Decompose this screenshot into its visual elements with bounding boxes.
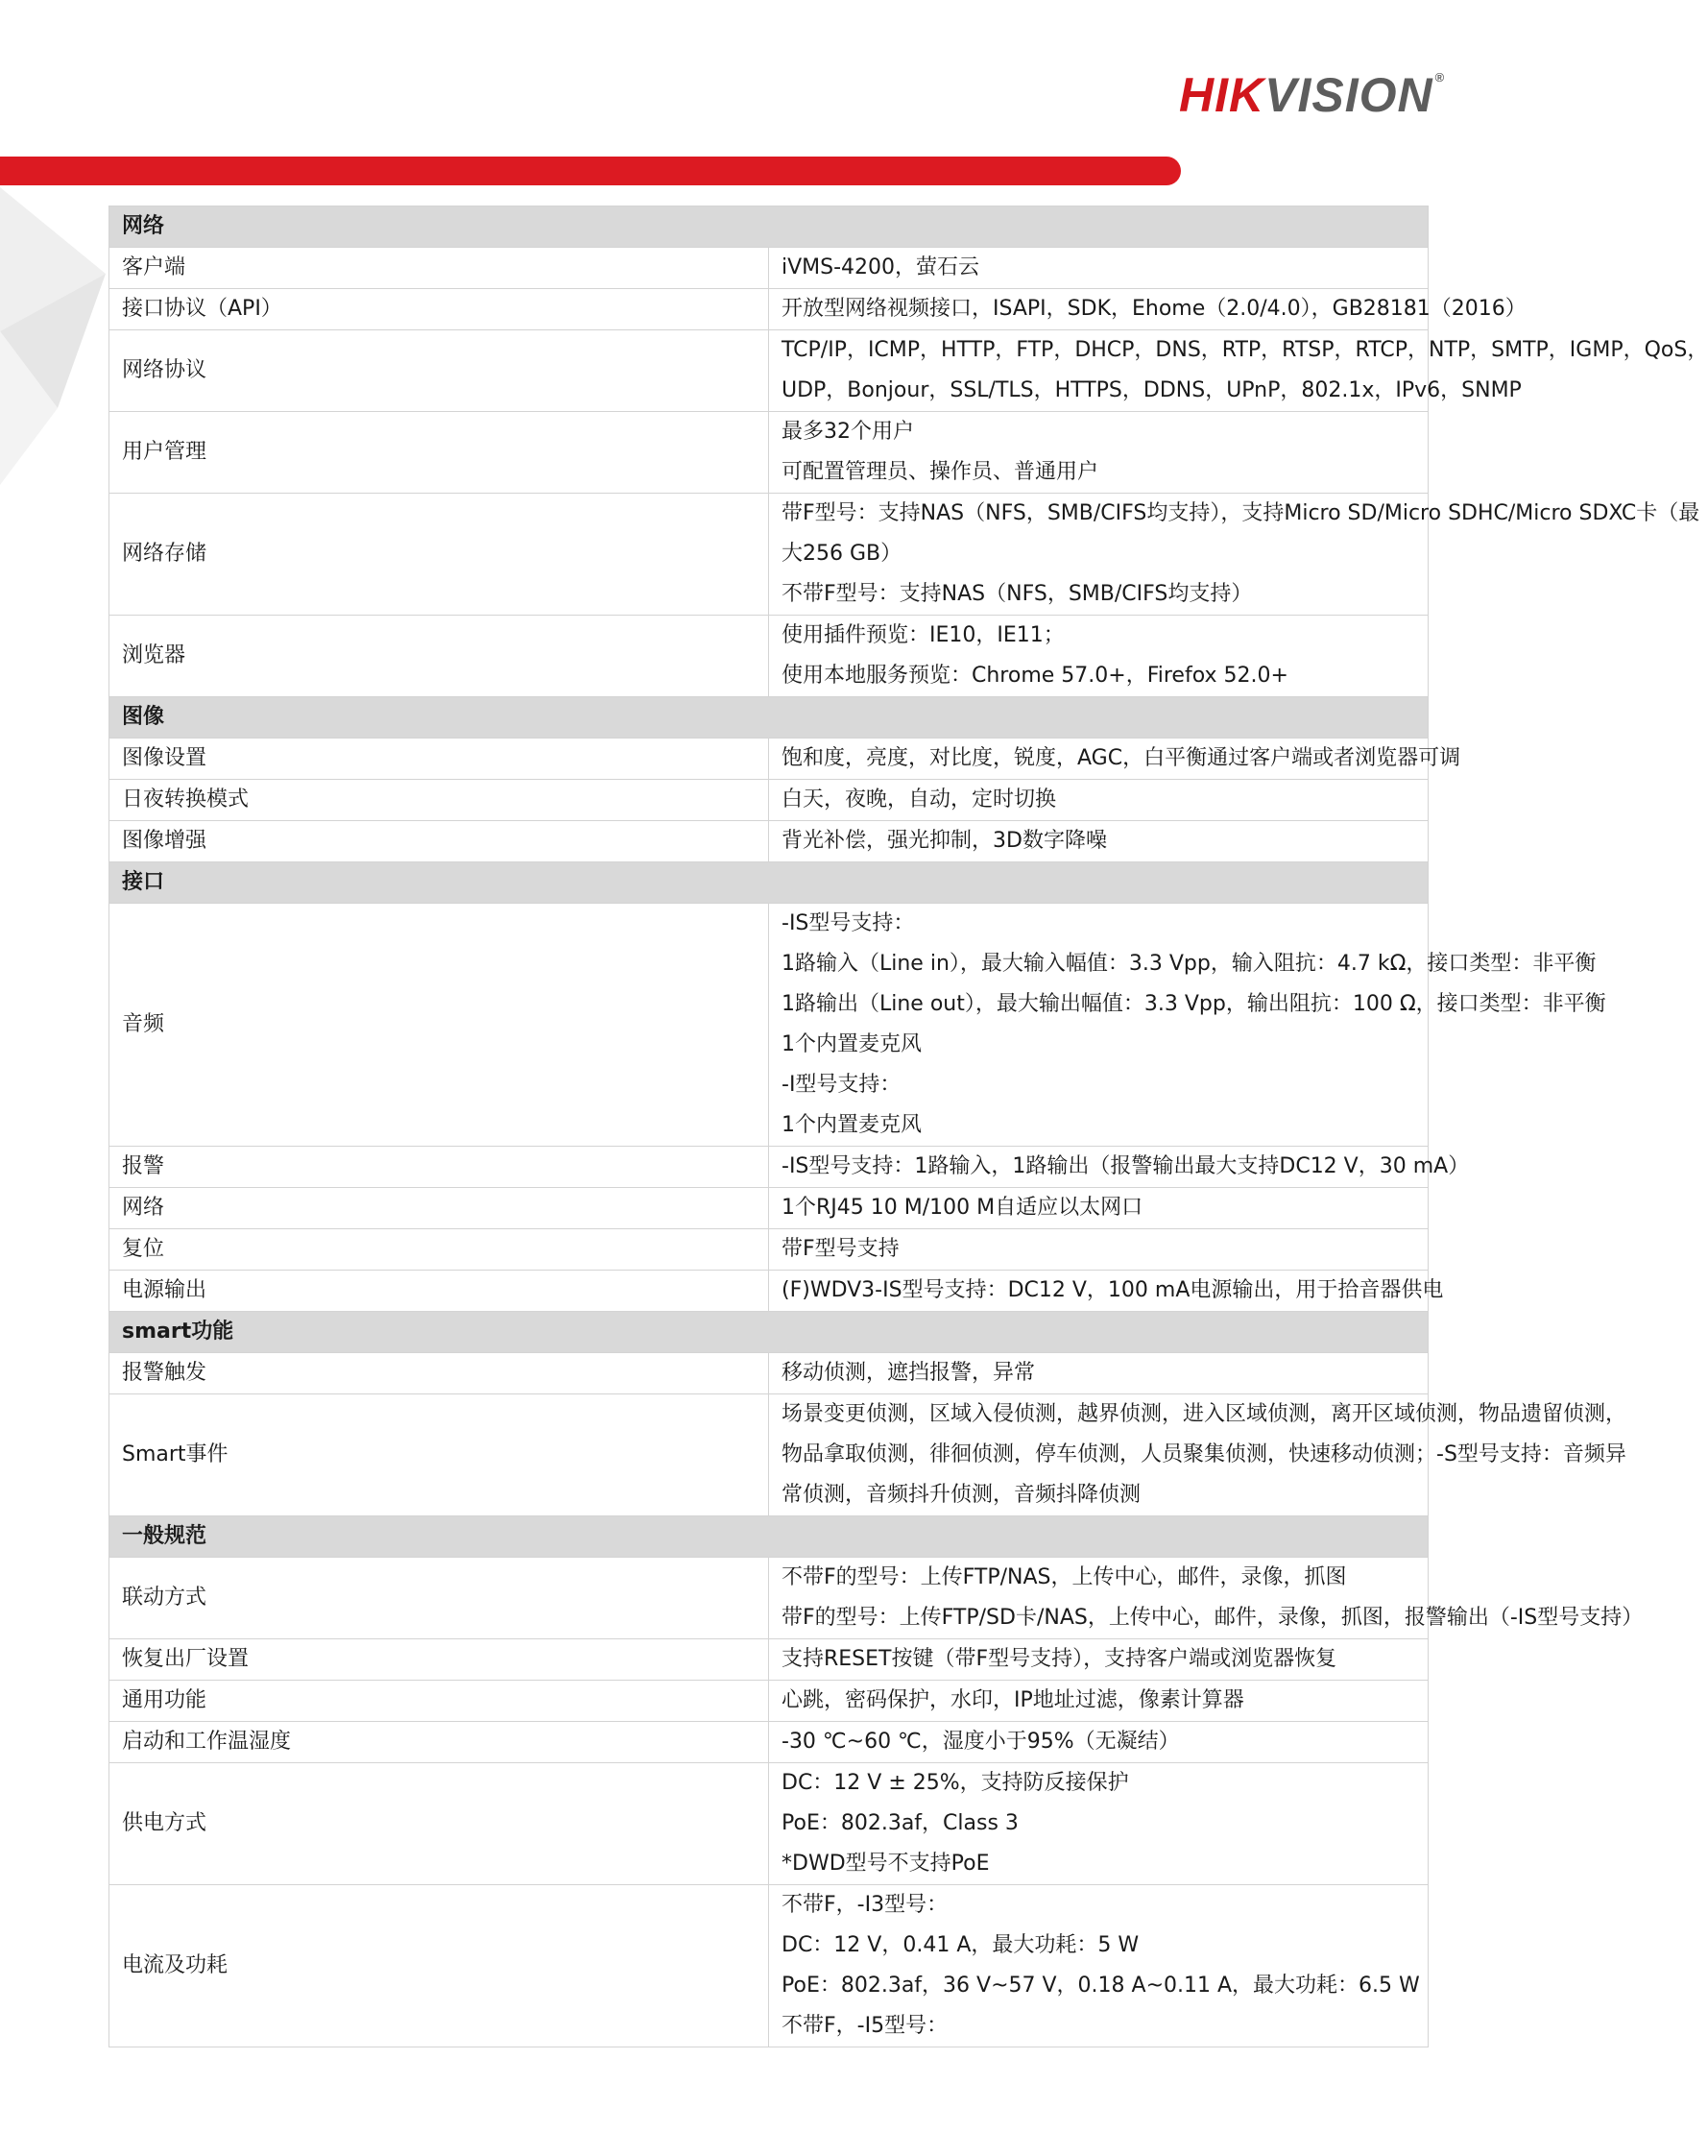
spec-row [109, 1229, 1429, 1271]
spec-value-line: 带F型号支持 [782, 1237, 900, 1261]
spec-value [769, 1885, 1429, 2047]
section-title: smart功能 [109, 1312, 1429, 1353]
spec-value-line: 不带F型号：支持NAS（NFS，SMB/CIFS均支持） [782, 582, 1253, 606]
spec-row [109, 739, 1429, 780]
spec-value-line: -I型号支持： [782, 1073, 902, 1097]
spec-label: Smart事件 [109, 1394, 769, 1516]
spec-label: 启动和工作温湿度 [109, 1722, 769, 1763]
spec-value [769, 1188, 1429, 1229]
spec-label: 用户管理 [109, 412, 769, 494]
spec-label: 复位 [109, 1229, 769, 1271]
spec-row [109, 1681, 1429, 1722]
spec-value-line: 物品拿取侦测，徘徊侦测，停车侦测，人员聚集侦测，快速移动侦测；-S型号支持：音频异 [782, 1442, 1626, 1466]
spec-row [109, 1639, 1429, 1681]
spec-row [109, 1147, 1429, 1188]
spec-label: 报警触发 [109, 1353, 769, 1394]
spec-value-line: 不带F，-I3型号： [782, 1893, 949, 1917]
spec-value-line: 使用插件预览：IE10，IE11； [782, 623, 1065, 647]
spec-value [769, 1271, 1444, 1312]
spec-row [109, 494, 1429, 616]
spec-row [109, 904, 1429, 1147]
spec-row [109, 1763, 1429, 1885]
spec-row [109, 1188, 1429, 1229]
spec-value-line: 1路输出（Line out），最大输出幅值：3.3 Vpp，输出阻抗：100 Ω，接口类型：非平衡 [782, 992, 1606, 1016]
spec-value-line: 最多32个用户 [782, 420, 914, 444]
spec-label: 接口协议（API） [109, 289, 769, 330]
section-header [109, 206, 1429, 248]
section-title: 网络 [109, 206, 1429, 248]
spec-value [769, 616, 1429, 697]
spec-label: 网络存储 [109, 494, 769, 616]
spec-value [769, 1681, 1429, 1722]
spec-label: 电流及功耗 [109, 1885, 769, 2047]
spec-value-line: TCP/IP，ICMP，HTTP，FTP，DHCP，DNS，RTP，RTSP，RTCP，NTP，SMTP，IGMP，QoS， [782, 338, 1708, 362]
spec-value-line: DC：12 V ± 25%，支持防反接保护 [782, 1771, 1129, 1795]
spec-value [769, 1394, 1627, 1516]
spec-value [769, 494, 1700, 616]
spec-value-line: -30 ℃~60 ℃，湿度小于95%（无凝结） [782, 1730, 1180, 1754]
spec-value-line: 开放型网络视频接口，ISAPI，SDK，Ehome（2.0/4.0），GB28181（2016） [782, 297, 1527, 321]
spec-value [769, 1639, 1429, 1681]
spec-value [769, 330, 1708, 412]
spec-label: 通用功能 [109, 1681, 769, 1722]
spec-value-line: 1路输入（Line in），最大输入幅值：3.3 Vpp，输入阻抗：4.7 kΩ，接口类型：非平衡 [782, 952, 1597, 976]
spec-row [109, 289, 1429, 330]
spec-label: 客户端 [109, 248, 769, 289]
spec-label: 电源输出 [109, 1271, 769, 1312]
spec-value-line: 1个RJ45 10 M/100 M自适应以太网口 [782, 1196, 1143, 1220]
spec-value [769, 248, 1429, 289]
spec-label: 图像增强 [109, 821, 769, 862]
section-title: 接口 [109, 862, 1429, 904]
spec-label: 网络 [109, 1188, 769, 1229]
spec-value-line: PoE：802.3af，36 V~57 V，0.18 A~0.11 A，最大功耗：6.5 W [782, 1974, 1420, 1998]
spec-value-line: *DWD型号不支持PoE [782, 1852, 990, 1876]
header-red-bar [0, 157, 1181, 185]
spec-row [109, 248, 1429, 289]
spec-value-line: 1个内置麦克风 [782, 1113, 922, 1137]
spec-value-line: 带F的型号：上传FTP/SD卡/NAS，上传中心，邮件，录像，抓图，报警输出（-IS型号支持） [782, 1606, 1644, 1630]
spec-row [109, 1394, 1429, 1516]
spec-row [109, 1885, 1429, 2047]
section-header [109, 697, 1429, 739]
spec-value-line: 支持RESET按键（带F型号支持），支持客户端或浏览器恢复 [782, 1647, 1337, 1671]
spec-row [109, 616, 1429, 697]
spec-value [769, 904, 1606, 1147]
spec-value-line: 白天，夜晚，自动，定时切换 [782, 787, 1057, 812]
spec-row [109, 330, 1429, 412]
spec-value-line: 大256 GB） [782, 542, 902, 566]
spec-label: 日夜转换模式 [109, 780, 769, 821]
section-header [109, 862, 1429, 904]
spec-row [109, 1722, 1429, 1763]
spec-value-line: 带F型号：支持NAS（NFS，SMB/CIFS均支持），支持Micro SD/Micro SDHC/Micro SDXC卡（最 [782, 501, 1700, 525]
spec-value [769, 780, 1429, 821]
spec-value [769, 1722, 1429, 1763]
spec-value-line: 1个内置麦克风 [782, 1032, 922, 1056]
spec-value [769, 1558, 1644, 1639]
spec-value-line: 可配置管理员、操作员、普通用户 [782, 460, 1099, 484]
spec-value-line: 使用本地服务预览：Chrome 57.0+，Firefox 52.0+ [782, 664, 1288, 688]
spec-row [109, 821, 1429, 862]
spec-value-line: DC：12 V，0.41 A，最大功耗：5 W [782, 1933, 1140, 1957]
spec-value-line: -IS型号支持： [782, 911, 915, 935]
spec-value [769, 739, 1461, 780]
spec-table [108, 206, 1708, 2047]
spec-value-line: iVMS-4200，萤石云 [782, 255, 980, 279]
spec-value-line: -IS型号支持：1路输入，1路输出（报警输出最大支持DC12 V，30 mA） [782, 1154, 1470, 1178]
section-header [109, 1516, 1429, 1558]
spec-label: 联动方式 [109, 1558, 769, 1639]
spec-value-line: 常侦测，音频抖升侦测，音频抖降侦测 [782, 1483, 1142, 1507]
spec-row [109, 780, 1429, 821]
spec-value-line: 背光补偿，强光抑制，3D数字降噪 [782, 829, 1107, 853]
spec-value [769, 1763, 1429, 1885]
spec-value [769, 1353, 1429, 1394]
spec-value-line: 饱和度，亮度，对比度，锐度，AGC，白平衡通过客户端或者浏览器可调 [782, 746, 1461, 770]
spec-value [769, 821, 1429, 862]
spec-row [109, 1558, 1429, 1639]
spec-value-line: UDP，Bonjour，SSL/TLS，HTTPS，DDNS，UPnP，802.1x，IPv6，SNMP [782, 378, 1522, 402]
hikvision-logo: HIKVISION ® [1179, 68, 1446, 122]
spec-value-line: 场景变更侦测，区域入侵侦测，越界侦测，进入区域侦测，离开区域侦测，物品遗留侦测， [782, 1402, 1627, 1426]
spec-value-line: 不带F，-I5型号： [782, 2014, 949, 2038]
spec-value-line: (F)WDV3-IS型号支持：DC12 V，100 mA电源输出，用于拾音器供电 [782, 1278, 1444, 1302]
spec-value-line: 移动侦测，遮挡报警，异常 [782, 1361, 1036, 1385]
spec-label: 音频 [109, 904, 769, 1147]
spec-value [769, 289, 1527, 330]
spec-value-line: PoE：802.3af，Class 3 [782, 1811, 1019, 1835]
spec-label: 图像设置 [109, 739, 769, 780]
spec-value-line: 心跳，密码保护，水印，IP地址过滤，像素计算器 [782, 1688, 1244, 1712]
spec-label: 网络协议 [109, 330, 769, 412]
spec-label: 供电方式 [109, 1763, 769, 1885]
decorative-triangles [0, 187, 110, 495]
spec-row [109, 1271, 1429, 1312]
spec-value [769, 1229, 1429, 1271]
spec-value [769, 412, 1429, 494]
spec-value [769, 1147, 1470, 1188]
section-title: 一般规范 [109, 1516, 1429, 1558]
spec-label: 浏览器 [109, 616, 769, 697]
spec-label: 报警 [109, 1147, 769, 1188]
spec-value-line: 不带F的型号：上传FTP/NAS，上传中心，邮件，录像，抓图 [782, 1565, 1347, 1589]
section-header [109, 1312, 1429, 1353]
spec-row [109, 412, 1429, 494]
spec-row [109, 1353, 1429, 1394]
spec-label: 恢复出厂设置 [109, 1639, 769, 1681]
section-title: 图像 [109, 697, 1429, 739]
